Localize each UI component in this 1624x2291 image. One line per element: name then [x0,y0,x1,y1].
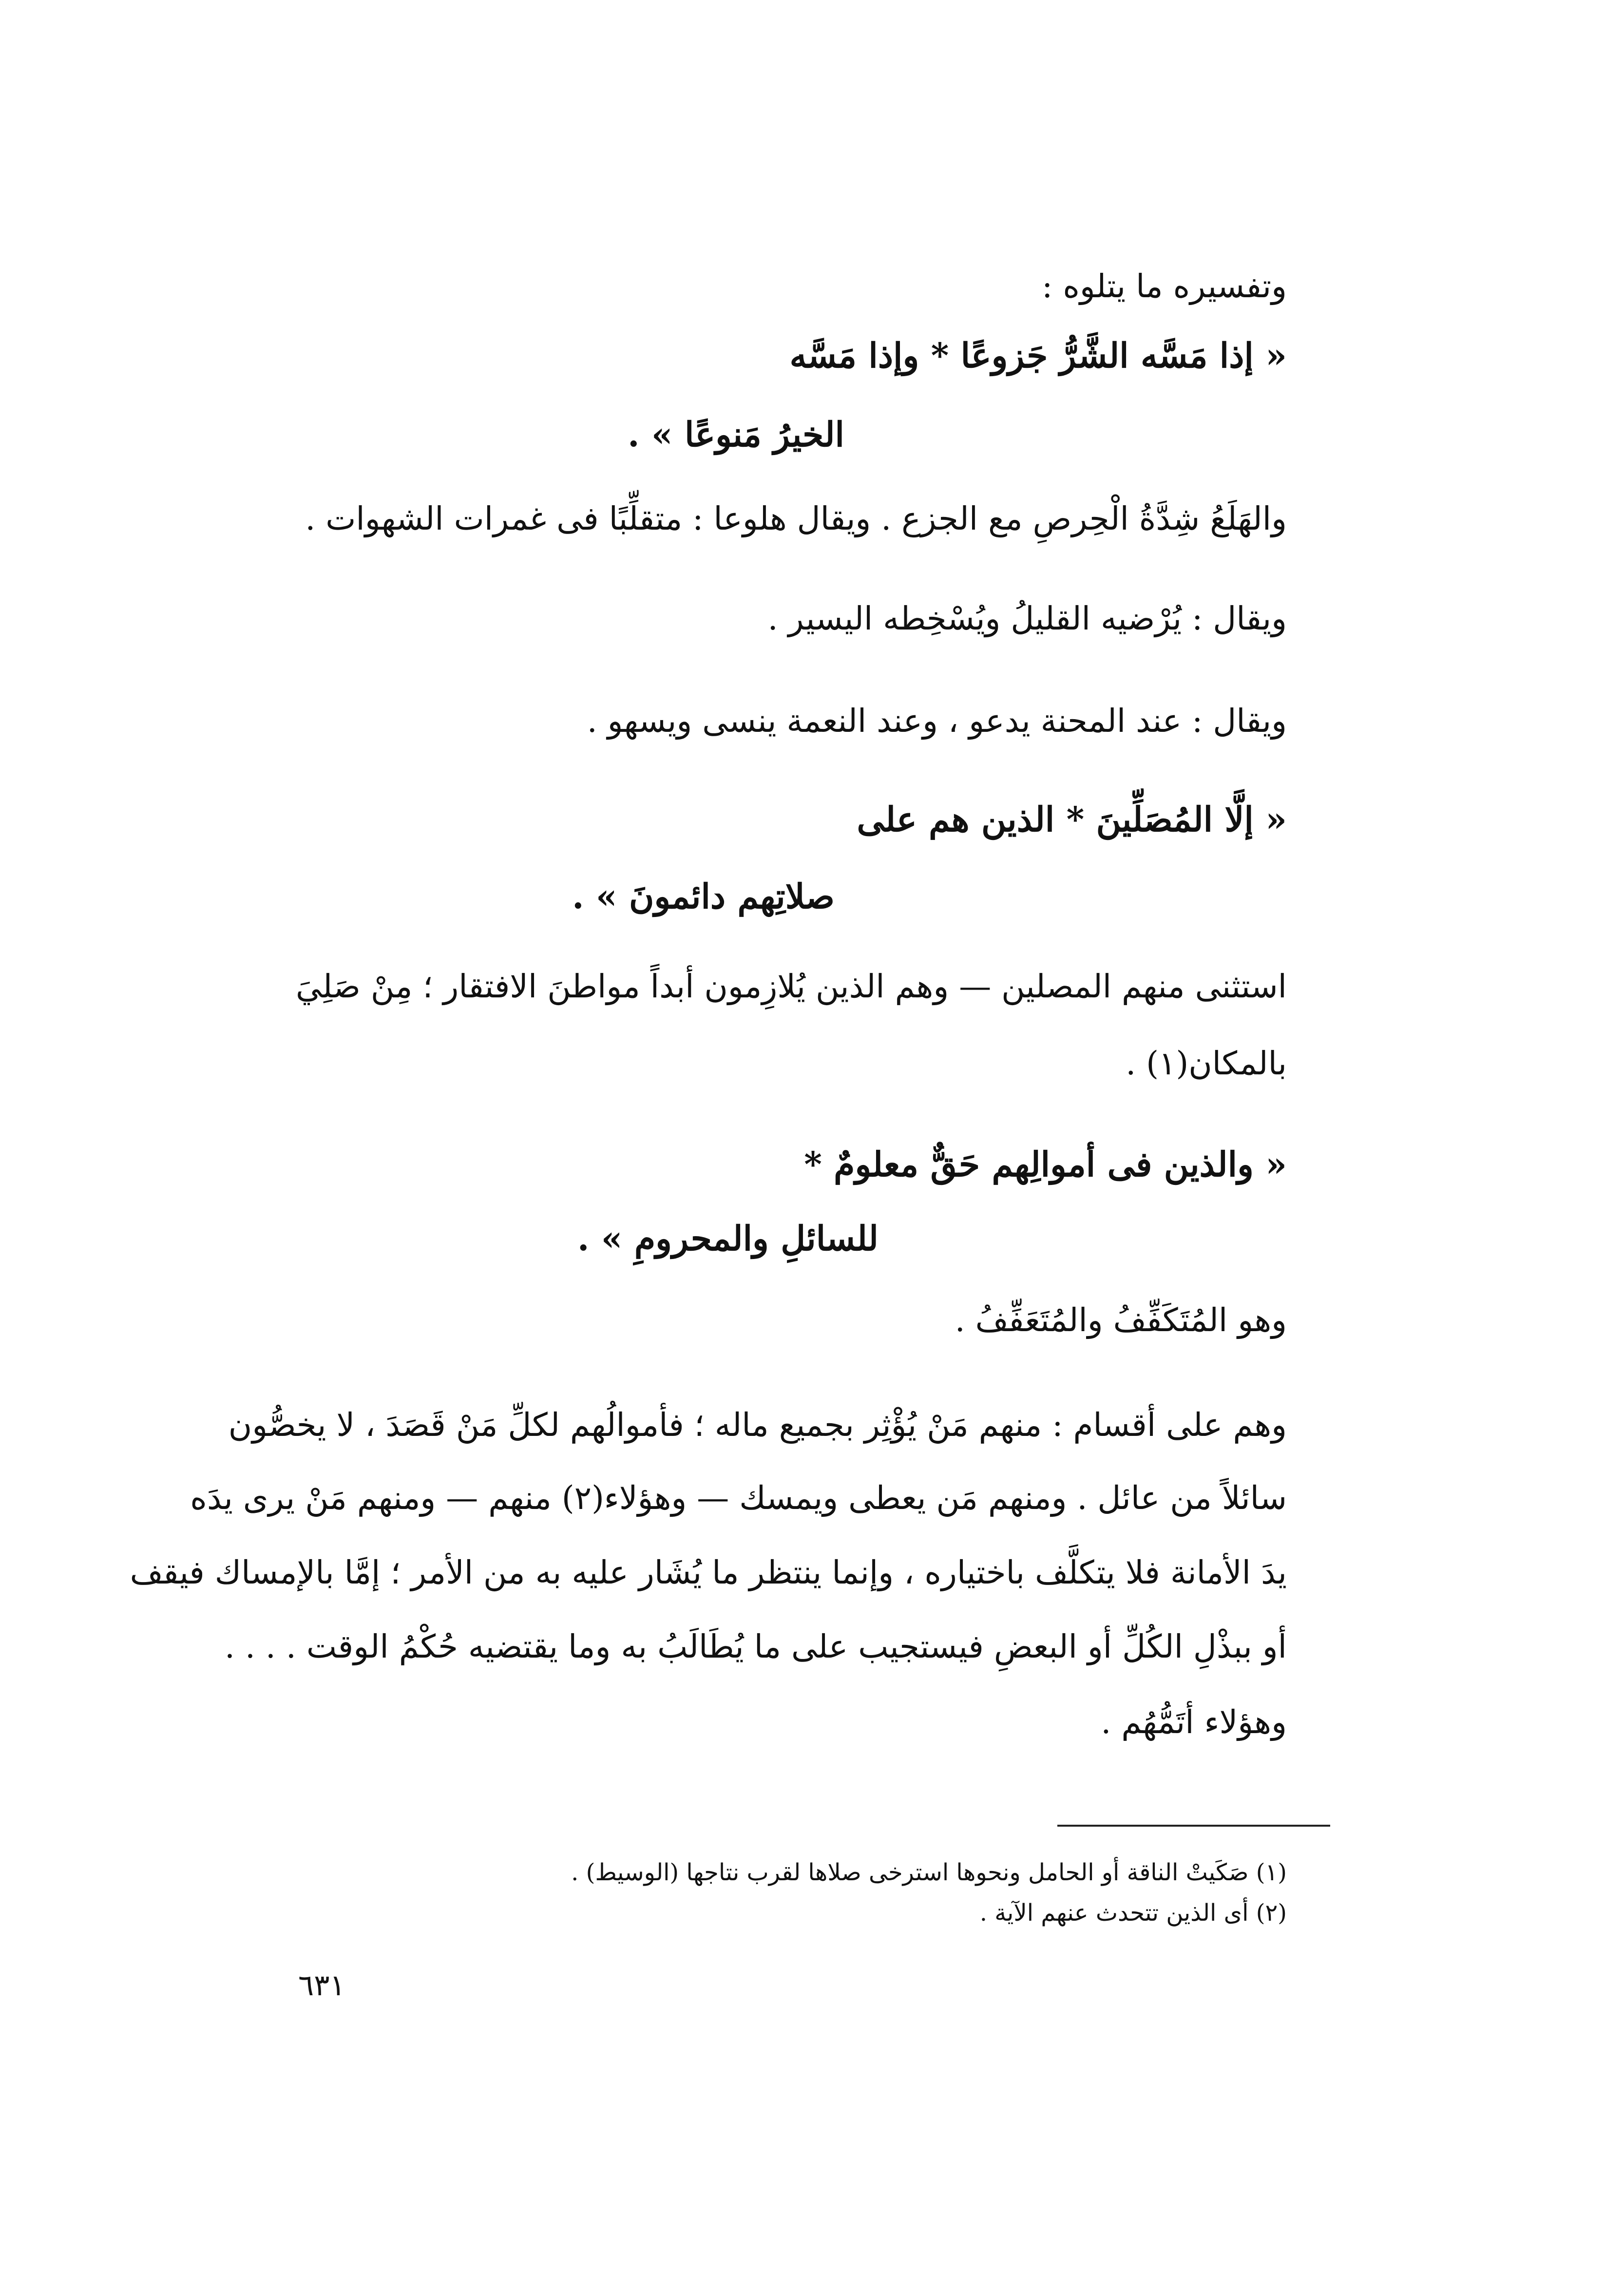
footnote-1: (١) صَكَيتْ الناقة أو الحامل ونحوها استرخى صلاها لقرب نتاجها (الوسيط) . [571,1859,1287,1886]
quran-verse-1-line-1: « إذا مَسَّه الشَّرُّ جَزوعًا * وإذا مَسَّه [789,335,1287,376]
page-number: ٦٣١ [298,1968,345,2003]
paragraph-2-line-2: بالمكان(١) . [1126,1045,1287,1082]
paragraph-1-line-1: والهَلَعُ شِدَّةُ الْحِرصِ مع الجزع . ويقال هلوعا : متقلِّبًا فى غمرات الشهوات . [305,500,1287,537]
paragraph-1-line-2: ويقال : يُرْضيه القليلُ ويُسْخِطه اليسير . [767,600,1287,637]
paragraph-4-line-4: أو ببذْلِ الكُلِّ أو البعضِ فيستجيب على ما يُطَالَبُ به وما يقتضيه حُكْمُ الوقت . . . . [225,1628,1287,1665]
paragraph-1-line-3: ويقال : عند المحنة يدعو ، وعند النعمة ينسى ويسهو . [587,702,1287,740]
paragraph-3: وهو المُتَكَفِّفُ والمُتَعَفِّفُ . [955,1301,1287,1339]
paragraph-4-line-5: وهؤلاء أتَمُّهُم . [1101,1703,1287,1741]
quran-verse-3-line-1: « والذين فى أموالِهم حَقٌّ معلومٌ * [804,1144,1287,1184]
footnote-separator [1057,1825,1330,1827]
quran-verse-2-line-2: صلاتِهم دائمونَ » . [572,876,835,916]
quran-verse-1-line-2: الخيرُ مَنوعًا » . [628,414,844,455]
paragraph-4-line-2: سائلاً من عائل . ومنهم مَن يعطى ويمسك — وهؤلاء(٢) منهم — ومنهم مَنْ يرى يدَه [190,1479,1287,1517]
quran-verse-3-line-2: للسائلِ والمحرومِ » . [577,1218,879,1259]
footnote-2: (٢) أى الذين تتحدث عنهم الآية . [979,1899,1287,1927]
paragraph-2-line-1: استثنى منهم المصلين — وهم الذين يُلازِمون أبداً مواطنَ الافتقار ؛ مِنْ صَلِيَ [296,968,1287,1005]
quran-verse-2-line-1: « إلَّا المُصَلِّينَ * الذين هم على [857,799,1287,840]
paragraph-4-line-3: يدَ الأمانة فلا يتكلَّف باختياره ، وإنما ينتظر ما يُشَار عليه به من الأمر ؛ إمَّا بالإمساك فيقف [130,1554,1287,1591]
intro-line: وتفسيره ما يتلوه : [1042,267,1287,305]
paragraph-4-line-1: وهم على أقسام : منهم مَنْ يُؤْثِر بجميع ماله ؛ فأموالُهم لكلِّ مَنْ قَصَدَ ، لا يخصُّون [228,1406,1287,1444]
